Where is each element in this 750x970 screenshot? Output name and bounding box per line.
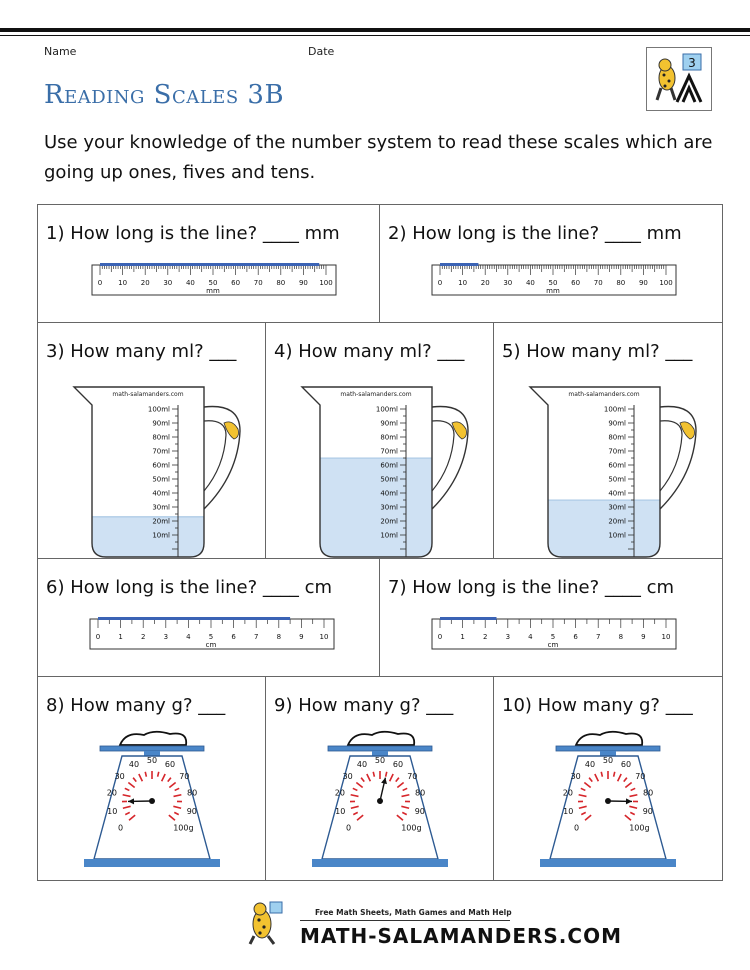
ruler-unit-label: mm <box>546 287 560 295</box>
questions-grid <box>37 204 723 881</box>
jug-tick-label: 80ml <box>380 433 398 442</box>
ruler-tick-label: 3 <box>505 633 511 641</box>
scale-base <box>84 859 220 867</box>
dial-tick <box>386 772 387 777</box>
weighing-scale <box>280 729 480 869</box>
ruler-tick-label: 50 <box>548 279 558 287</box>
ruler-tick-label: 0 <box>97 279 103 287</box>
dial-label: 30 <box>342 771 353 781</box>
jug-tick-label: 80ml <box>152 433 170 442</box>
ruler-tick-label: 40 <box>525 279 535 287</box>
ruler-tick-label: 10 <box>458 279 468 287</box>
jug-tick-label: 40ml <box>380 489 398 498</box>
jug-tick-label: 100ml <box>375 405 398 414</box>
scale-base <box>540 859 676 867</box>
ruler-tick-label: 4 <box>186 633 191 641</box>
ruler-tick-label: 0 <box>437 279 443 287</box>
jug-brand: math-salamanders.com <box>112 391 184 398</box>
ruler-tick-label: 8 <box>618 633 624 641</box>
dial-label: 10 <box>563 806 574 816</box>
ruler-tick-label: 7 <box>595 633 601 641</box>
food-item <box>348 732 414 745</box>
jug-handle-inner <box>432 421 454 491</box>
instructions: Use your knowledge of the number system to read these scales which are going up ones, fives and tens. <box>44 132 713 183</box>
scale-tray <box>328 746 432 751</box>
dial-label: 0 <box>574 823 580 833</box>
ruler-tick-label: 10 <box>319 633 329 641</box>
dial-label: 90 <box>186 806 197 816</box>
ruler-tick-label: 80 <box>276 279 286 287</box>
footer-salamander-icon <box>244 900 284 946</box>
question-9 <box>266 677 494 881</box>
ruler-tick-label: 5 <box>550 633 556 641</box>
measuring-jug <box>60 379 260 559</box>
jug-tick-label: 20ml <box>380 517 398 526</box>
ruler-tick-label: 30 <box>503 279 513 287</box>
dial-label: 100g <box>173 823 194 833</box>
ruler-tick-label: 8 <box>276 633 282 641</box>
jug-tick-label: 40ml <box>608 489 626 498</box>
dial-hub <box>605 798 611 804</box>
footer-rule <box>300 920 510 921</box>
question-8 <box>38 677 266 881</box>
dial-label: 30 <box>114 771 125 781</box>
dial-label: 20 <box>562 788 573 798</box>
ruler-tick-label: 100 <box>659 279 673 287</box>
cm-ruler <box>88 611 338 661</box>
dial-label: 60 <box>620 760 632 770</box>
dial-label: 70 <box>407 771 418 781</box>
ruler-tick-label: 70 <box>253 279 263 287</box>
dial-label: 90 <box>642 806 653 816</box>
scale-tray <box>100 746 204 751</box>
jug-handle-inner <box>660 421 682 491</box>
page-title: Reading Scales 3B <box>44 80 285 110</box>
ruler-tick-label: 80 <box>616 279 626 287</box>
ruler-tick-label: 0 <box>95 633 101 641</box>
dial-label: 50 <box>602 756 614 765</box>
dial-label: 80 <box>187 788 198 798</box>
ruler-tick-label: 9 <box>299 633 304 641</box>
food-item <box>120 732 186 745</box>
ruler-tick-label: 10 <box>661 633 671 641</box>
jug-tick-label: 70ml <box>608 447 626 456</box>
jug-tick-label: 60ml <box>608 461 626 470</box>
dial-label: 50 <box>374 756 386 765</box>
footer-tagline: Free Math Sheets, Math Games and Math Help <box>315 908 512 917</box>
water <box>92 517 204 557</box>
question-5 <box>494 323 723 559</box>
measured-line <box>440 617 497 620</box>
dial-label: 70 <box>635 771 646 781</box>
jug-tick-label: 90ml <box>608 419 626 428</box>
mm-ruler <box>430 257 680 307</box>
dial-tick <box>614 772 615 777</box>
water <box>548 500 660 557</box>
ruler-tick-label: 70 <box>593 279 603 287</box>
logo-digit: 3 <box>688 56 696 70</box>
jug-tick-label: 30ml <box>380 503 398 512</box>
dial-label: 20 <box>106 788 117 798</box>
jug-tick-label: 100ml <box>603 405 626 414</box>
dial-label: 40 <box>356 760 368 770</box>
ruler-tick-label: 0 <box>437 633 443 641</box>
ruler-tick-label: 2 <box>482 633 488 641</box>
dial-label: 10 <box>107 806 118 816</box>
jug-tick-label: 50ml <box>608 475 626 484</box>
jug-tick-label: 60ml <box>152 461 170 470</box>
dial-label: 90 <box>414 806 425 816</box>
dial-label: 40 <box>128 760 140 770</box>
jug-tick-label: 20ml <box>152 517 170 526</box>
ruler-tick-label: 6 <box>573 633 578 641</box>
dial-label: 60 <box>392 760 404 770</box>
ruler-tick-label: 9 <box>641 633 646 641</box>
jug-tick-label: 50ml <box>152 475 170 484</box>
dial-label: 70 <box>179 771 190 781</box>
question-3-text: 3) How many ml? ___ <box>46 341 237 362</box>
dial-label: 50 <box>146 756 158 765</box>
jug-tick-label: 60ml <box>380 461 398 470</box>
dial-label: 0 <box>118 823 124 833</box>
question-8-text: 8) How many g? ___ <box>46 695 226 716</box>
measuring-jug <box>288 379 488 559</box>
top-rule-thick <box>0 28 750 32</box>
dial-hub <box>149 798 155 804</box>
ruler-tick-label: 40 <box>185 279 195 287</box>
measured-line <box>440 263 478 266</box>
question-10 <box>494 677 723 881</box>
ruler-tick-label: 2 <box>140 633 146 641</box>
question-2 <box>380 205 723 323</box>
food-item <box>576 732 642 745</box>
dial-tick <box>158 772 159 777</box>
dial-label: 20 <box>334 788 345 798</box>
ruler-tick-label: 5 <box>208 633 214 641</box>
ruler-tick-label: 60 <box>571 279 581 287</box>
jug-tick-label: 10ml <box>152 531 170 540</box>
jug-tick-label: 100ml <box>147 405 170 414</box>
jug-handle-inner <box>204 421 226 491</box>
dial-tick <box>601 772 602 777</box>
salamander-logo <box>646 47 712 111</box>
ruler-tick-label: 60 <box>231 279 241 287</box>
jug-tick-label: 20ml <box>608 517 626 526</box>
question-1 <box>38 205 380 323</box>
ruler-tick-label: 1 <box>460 633 465 641</box>
dial-label: 30 <box>570 771 581 781</box>
question-9-text: 9) How many g? ___ <box>274 695 454 716</box>
water <box>320 458 432 557</box>
jug-tick-label: 90ml <box>380 419 398 428</box>
measuring-jug <box>516 379 716 559</box>
top-rule-thin <box>0 35 750 36</box>
question-2-text: 2) How long is the line? ____ mm <box>388 223 682 244</box>
jug-tick-label: 30ml <box>152 503 170 512</box>
question-7-text: 7) How long is the line? ____ cm <box>388 577 675 598</box>
scale-base <box>312 859 448 867</box>
jug-brand: math-salamanders.com <box>340 391 412 398</box>
dial-label: 80 <box>415 788 426 798</box>
ruler-unit-label: cm <box>205 641 217 649</box>
mm-ruler <box>90 257 340 307</box>
jug-tick-label: 40ml <box>152 489 170 498</box>
jug-tick-label: 50ml <box>380 475 398 484</box>
ruler-tick-label: 7 <box>253 633 259 641</box>
ruler-unit-label: cm <box>547 641 559 649</box>
jug-tick-label: 10ml <box>608 531 626 540</box>
dial-label: 0 <box>346 823 352 833</box>
dial-hub <box>377 798 383 804</box>
jug-tick-label: 70ml <box>380 447 398 456</box>
measured-line <box>100 263 319 266</box>
jug-tick-label: 80ml <box>608 433 626 442</box>
ruler-tick-label: 4 <box>528 633 533 641</box>
jug-tick-label: 30ml <box>608 503 626 512</box>
ruler-tick-label: 100 <box>319 279 333 287</box>
jug-tick-label: 90ml <box>152 419 170 428</box>
jug-tick-label: 10ml <box>380 531 398 540</box>
name-label: Name <box>44 45 77 58</box>
measured-line <box>98 617 290 620</box>
weighing-scale <box>52 729 252 869</box>
dial-label: 10 <box>335 806 346 816</box>
question-10-text: 10) How many g? ___ <box>502 695 693 716</box>
dial-tick <box>373 772 374 777</box>
footer-brand: MATH-SALAMANDERS.COM <box>300 924 622 948</box>
question-5-text: 5) How many ml? ___ <box>502 341 693 362</box>
ruler-tick-label: 90 <box>638 279 648 287</box>
dial-label: 100g <box>401 823 422 833</box>
weighing-scale <box>508 729 708 869</box>
ruler-tick-label: 6 <box>231 633 236 641</box>
ruler-unit-label: mm <box>206 287 220 295</box>
ruler-tick-label: 30 <box>163 279 173 287</box>
ruler-tick-label: 90 <box>298 279 308 287</box>
dial-label: 100g <box>629 823 650 833</box>
dial-label: 40 <box>584 760 596 770</box>
dial-label: 80 <box>643 788 654 798</box>
ruler-tick-label: 20 <box>140 279 150 287</box>
jug-brand: math-salamanders.com <box>568 391 640 398</box>
question-4 <box>266 323 494 559</box>
question-6-text: 6) How long is the line? ____ cm <box>46 577 333 598</box>
date-label: Date <box>308 45 335 58</box>
question-1-text: 1) How long is the line? ____ mm <box>46 223 340 244</box>
ruler-tick-label: 20 <box>480 279 490 287</box>
scale-tray <box>556 746 660 751</box>
ruler-tick-label: 50 <box>208 279 218 287</box>
question-7 <box>380 559 723 677</box>
ruler-tick-label: 3 <box>163 633 169 641</box>
ruler-tick-label: 10 <box>118 279 128 287</box>
question-4-text: 4) How many ml? ___ <box>274 341 465 362</box>
question-6 <box>38 559 380 677</box>
question-3 <box>38 323 266 559</box>
dial-label: 60 <box>164 760 176 770</box>
jug-tick-label: 70ml <box>152 447 170 456</box>
cm-ruler <box>430 611 680 661</box>
ruler-tick-label: 1 <box>118 633 123 641</box>
dial-tick <box>145 772 146 777</box>
